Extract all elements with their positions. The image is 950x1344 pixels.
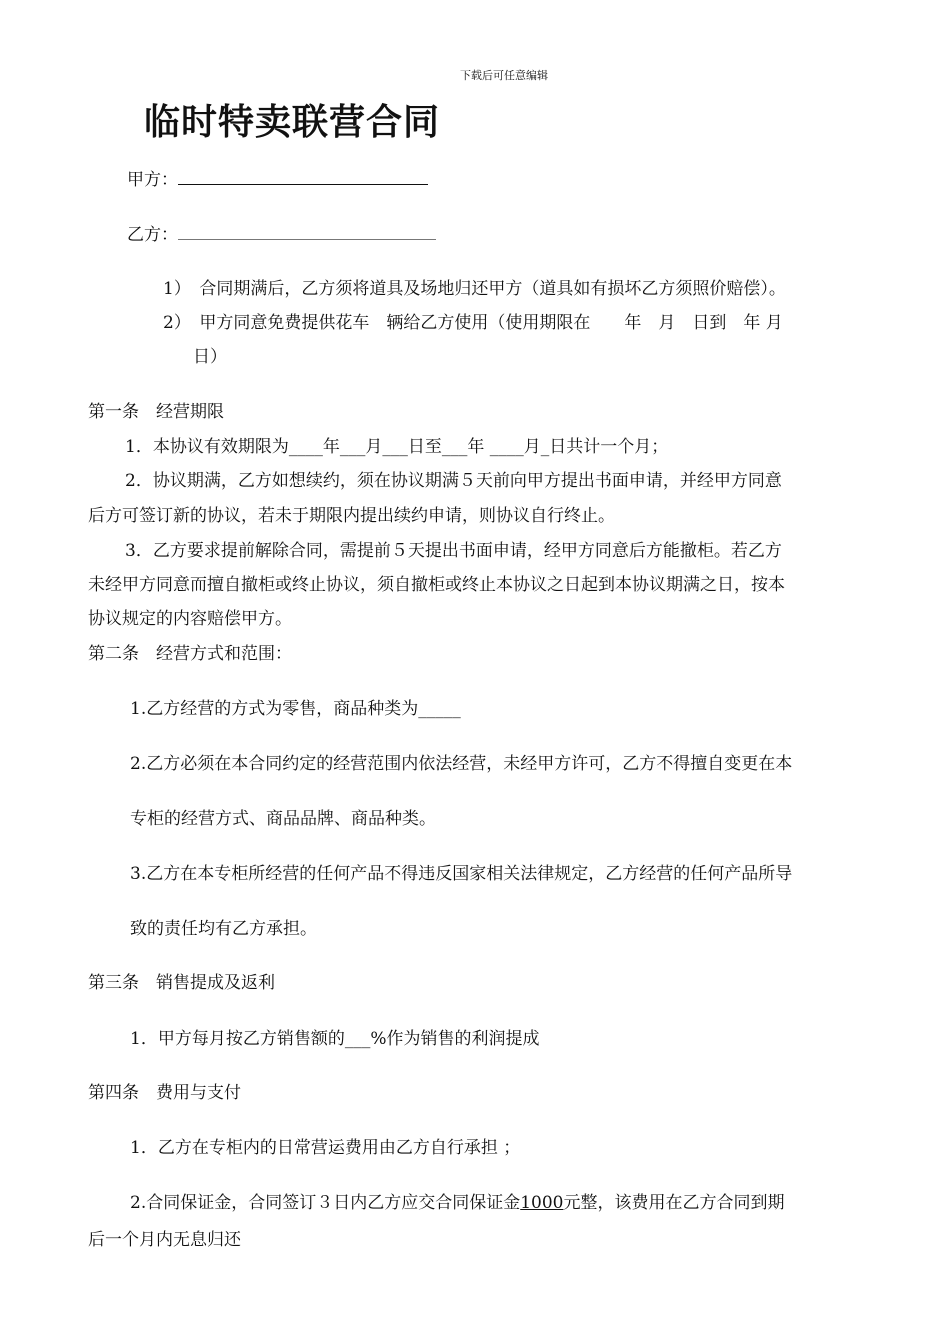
article-4-heading: 第四条 费用与支付: [88, 1083, 241, 1103]
party-b-blank: [178, 221, 436, 240]
party-a-blank: [178, 166, 428, 185]
article-1-clause-1: 1．本协议有效期限为____年___月___日至___年 ____月_日共计一个月；: [125, 437, 669, 457]
deposit-text-before: 2.合同保证金，合同签订３日内乙方应交合同保证金: [130, 1193, 521, 1213]
article-1-heading: 第一条 经营期限: [88, 402, 224, 422]
article-2-heading: 第二条 经营方式和范围：: [88, 644, 292, 664]
header-note: 下载后可任意编辑: [460, 69, 548, 82]
article-1-clause-3-line-1: 3．乙方要求提前解除合同，需提前５天提出书面申请，经甲方同意后方能撤柜。若乙方: [125, 541, 782, 561]
party-b-line: [127, 220, 436, 245]
deposit-text-after: 元整，该费用在乙方合同到期: [563, 1193, 785, 1213]
article-1-clause-2-line-1: 2．协议期满，乙方如想续约，须在协议期满５天前向甲方提出书面申请，并经甲方同意: [125, 471, 782, 491]
party-a-label: 甲方：: [127, 170, 178, 190]
article-2-clause-2-line-1: 2.乙方必须在本合同约定的经营范围内依法经营，未经甲方许可，乙方不得擅自变更在本: [130, 754, 793, 774]
article-2-clause-2-line-2: 专柜的经营方式、商品品牌、商品种类。: [130, 809, 436, 829]
article-3-clause-1: 1．甲方每月按乙方销售额的___%作为销售的利润提成: [130, 1029, 540, 1049]
party-b-label: 乙方：: [127, 225, 178, 245]
article-2-clause-3-line-2: 致的责任均有乙方承担。: [130, 919, 317, 939]
article-4-clause-2-line-2: 后一个月内无息归还: [88, 1230, 241, 1250]
document-title: 临时特卖联营合同: [144, 102, 441, 143]
article-4-clause-2-line-1: [130, 1188, 784, 1213]
article-2-clause-1: 1.乙方经营的方式为零售，商品种类为_____: [130, 699, 461, 719]
article-4-clause-1: 1．乙方在专柜内的日常营运费用由乙方自行承担 ；: [130, 1138, 521, 1158]
article-1-clause-2-line-2: 后方可签订新的协议，若未于期限内提出续约申请，则协议自行终止。: [88, 506, 615, 526]
article-1-clause-3-line-3: 协议规定的内容赔偿甲方。: [88, 609, 292, 629]
preamble-item-2-cont: 日）: [193, 347, 227, 367]
preamble-item-1: 1） 合同期满后，乙方须将道具及场地归还甲方（道具如有损坏乙方须照价赔偿）。: [163, 279, 786, 299]
party-a-line: [127, 165, 428, 190]
preamble-item-2: 2） 甲方同意免费提供花车 辆给乙方使用（使用期限在 年 月 日到 年 月: [163, 313, 783, 333]
article-3-heading: 第三条 销售提成及返利: [88, 973, 275, 993]
article-2-clause-3-line-1: 3.乙方在本专柜所经营的任何产品不得违反国家相关法律规定，乙方经营的任何产品所导: [130, 864, 793, 884]
article-1-clause-3-line-2: 未经甲方同意而擅自撤柜或终止协议，须自撤柜或终止本协议之日起到本协议期满之日，按本: [88, 575, 785, 595]
deposit-amount: 1000: [520, 1193, 564, 1213]
